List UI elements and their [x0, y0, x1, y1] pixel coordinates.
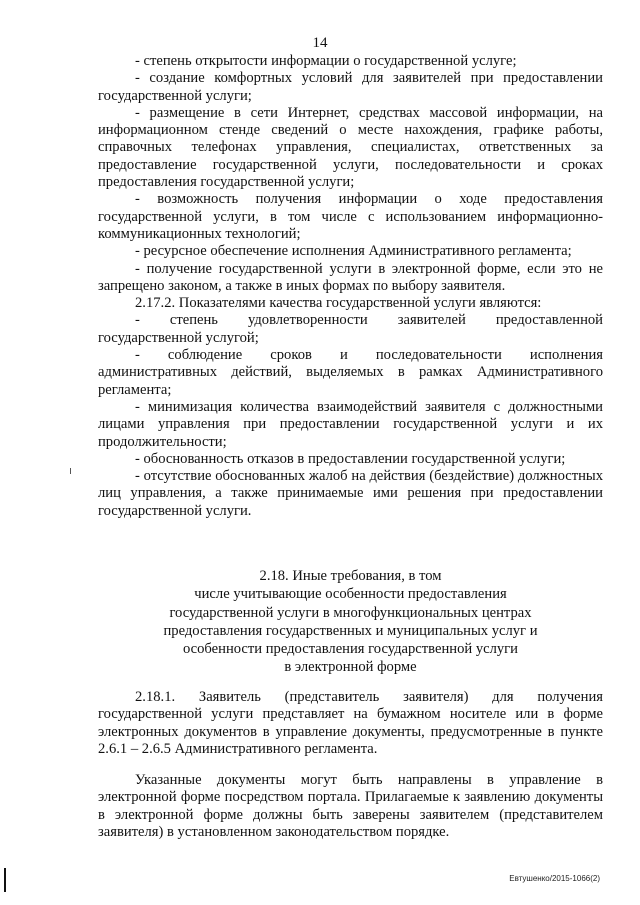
paragraph: - размещение в сети Интернет, средствах массовой информации, на информационном стенде сведений о месте нахождения, графике работы, справочных телефонах управления, специалистах, ответственных за предоставление государственной услуги, последовательности и сроках предоставления государственной услуги;: [98, 104, 603, 191]
paragraph: - создание комфортных условий для заявителей при предоставлении государственной услуги;: [98, 70, 603, 104]
scan-edge-mark: [4, 868, 6, 892]
heading-line: 2.18. Иные требования, в том: [259, 568, 442, 584]
heading-line: в электронной форме: [284, 659, 417, 676]
heading-line: числе учитывающие особенности предоставления: [194, 586, 507, 603]
page-number: 14: [312, 35, 328, 51]
section-heading: [98, 567, 603, 677]
paragraph: 2.17.2. Показателями качества государственной услуги являются:: [135, 295, 542, 312]
heading-line: предоставления государственных и муниципальных услуг и: [163, 622, 538, 639]
paragraph: - ресурсное обеспечение исполнения Административного регламента;: [135, 243, 572, 260]
paragraph: - степень удовлетворенности заявителей предоставленной государственной услугой;: [98, 312, 603, 346]
paragraph: Указанные документы могут быть направлены в управление в электронной форме посредством портала. Прилагаемые к заявлению документы в электронной форме должны быть заверены заявителем (представителем заявителя) в установленном законодательством порядке.: [98, 772, 603, 841]
heading-line: государственной услуги в многофункциональных центрах: [169, 604, 532, 621]
scan-speck: [70, 468, 71, 474]
paragraph: - степень открытости информации о государственной услуге;: [135, 53, 517, 69]
paragraph: - обоснованность отказов в предоставлении государственной услуги;: [135, 450, 566, 467]
paragraph: - получение государственной услуги в электронной форме, если это не запрещено законом, а также в иных формах по выбору заявителя.: [98, 260, 603, 294]
paragraph: 2.18.1. Заявитель (представитель заявителя) для получения государственной услуги представляет на бумажном носителе или в форме электронных документов в управление документы, предусмотренные в пункте 2.6.1 – 2.6.5 Административного регламента.: [98, 689, 603, 757]
body-text-top: [98, 53, 603, 520]
paragraph: - соблюдение сроков и последовательности исполнения административных действий, выделяемых в рамках Административного регламента;: [98, 347, 603, 398]
footer-document-code: Евтушенко/2015-1066(2): [509, 874, 600, 883]
heading-line: особенности предоставления государственной услуги: [183, 641, 518, 658]
paragraph: - отсутствие обоснованных жалоб на действия (бездействие) должностных лиц управления, а также принимаемые ими решения при предоставлении государственной услуги.: [98, 468, 603, 519]
body-text-bottom: [98, 689, 603, 841]
paragraph: - возможность получения информации о ходе предоставления государственной услуги, в том числе с использованием информационно-коммуникационных технологий;: [98, 191, 603, 242]
paragraph: - минимизация количества взаимодействий заявителя с должностными лицами управления при предоставлении государственной услуги и их продолжительности;: [98, 398, 603, 450]
